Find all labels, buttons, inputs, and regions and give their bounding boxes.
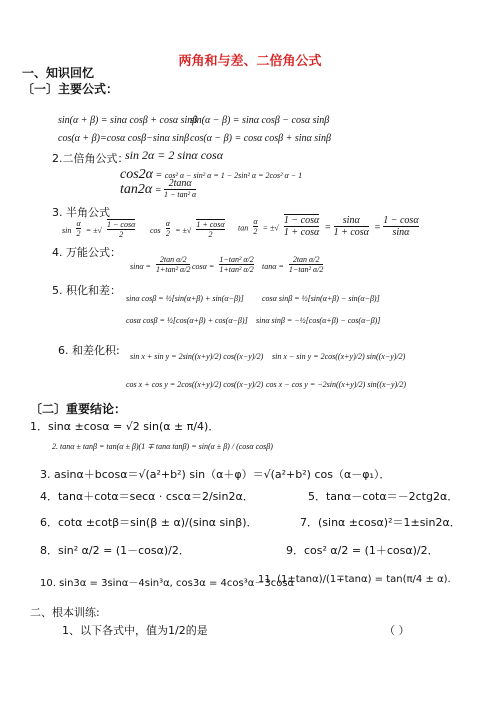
- label-double-angle: 2.二倍角公式：: [52, 152, 129, 165]
- conclusion-9: 9．cos² α/2 = (1＋cosα)/2．: [286, 544, 439, 557]
- formula-cos-half: cos $\frac{\alpha}{2}$ = ±√ $\frac{1 + \cos\alpha}{2}$: [150, 219, 225, 239]
- answer-blank[interactable]: （ ）: [384, 624, 410, 637]
- conclusion-8: 8．sin² α/2 = (1－cosα)/2．: [40, 544, 190, 557]
- formula-product-3: cosα cosβ = ½[cos(α+β) + cos(α−β)]: [126, 316, 248, 325]
- question-1: 1、以下各式中，值为1/2的是: [62, 624, 208, 637]
- section-heading-training: 二、根本训练:: [30, 606, 100, 619]
- formula-tan-double: tan2α = 2tanα 1 − tan² α: [120, 178, 197, 199]
- formula-universal-sin: sinα = $\frac{\text{2tan α/2}}{\text{1+tan² α/2}}$: [130, 255, 191, 274]
- formula-product-4: sinα sinβ = −½[cos(α+β) − cos(α−β)]: [256, 316, 381, 325]
- conclusion-11: 11. (1±tanα)/(1∓tanα) = tan(π/4 ± α).: [258, 574, 451, 585]
- formula-sum-product-4: cos x − cos y = −2sin((x+y)/2) sin((x−y)/2): [266, 380, 407, 389]
- formula-sin-half: sin $\frac{\alpha}{2}$ = ±√ $\frac{1 - \cos\alpha}{2}$: [62, 219, 136, 239]
- formula-sin-double: sin 2α = 2 sinα cosα: [125, 148, 223, 162]
- formula-sum-product-2: sin x − sin y = 2cos((x+y)/2) sin((x−y)/2): [272, 352, 406, 361]
- formula-sin-sum: sin(α + β) = sinα cosβ + cosα sinβ: [58, 115, 198, 126]
- label-half-angle: 3. 半角公式: [52, 206, 110, 219]
- conclusion-5: 5．tanα－cotα＝－2ctg2α．: [308, 490, 459, 503]
- subsection-conclusions: 〔二〕重要结论：: [30, 402, 127, 416]
- document-title: 两角和与差、二倍角公式: [178, 54, 322, 69]
- conclusion-4: 4．tanα＋cotα＝secα · cscα＝2/sin2α．: [40, 490, 254, 503]
- label-product-to-sum: 5. 积化和差：: [52, 284, 121, 297]
- conclusion-6: 6．cotα ±cotβ＝sin(β ± α)/(sinα sinβ)．: [40, 516, 258, 529]
- label-sum-to-product: 6. 和差化积:: [58, 344, 120, 357]
- formula-sin-diff: sin(α − β) = sinα cosβ − cosα sinβ: [190, 115, 330, 126]
- formula-product-1: sinα cosβ = ½[sin(α+β) + sin(α−β)]: [126, 294, 244, 303]
- formula-product-2: cosα sinβ = ½[sin(α+β) − sin(α−β)]: [262, 294, 380, 303]
- conclusion-3: 3. asinα＋bcosα＝√(a²+b²) sin（α＋φ）＝√(a²+b²) cos（α－φ₁）．: [40, 468, 391, 481]
- conclusion-2: 2. tanα ± tanβ = tan(α ± β)(1 ∓ tanα tanβ) = sin(α ± β) / (cosα cosβ): [52, 442, 273, 451]
- conclusion-1: 1．sinα ±cosα = √2 sin(α ± π/4)．: [30, 420, 220, 433]
- subsection-main-formulas: 〔一〕主要公式：: [22, 82, 119, 96]
- section-heading-review: 一、知识回忆: [22, 66, 95, 80]
- formula-tan-half: tan $\frac{\alpha}{2}$ = ±√ $\frac{1 - \cos\alpha}{1 + \cos\alpha}$ = $\frac{\sin\alpha}{1 + \cos\alpha}$ = $\frac{1 - \cos\alpha}{\sin\alpha}$: [238, 214, 419, 238]
- formula-universal-tan: tanα = $\frac{\text{2tan α/2}}{\text{1−tan² α/2}}$: [262, 255, 324, 274]
- formula-cos-diff: cos(α − β) = cosα cosβ + sinα sinβ: [190, 133, 331, 144]
- conclusion-7: 7．(sinα ±cosα)²＝1±sin2α．: [300, 516, 461, 529]
- formula-sum-product-3: cos x + cos y = 2cos((x+y)/2) cos((x−y)/2): [126, 380, 264, 389]
- formula-cos-double: cos2α = cos² α − sin² α = 1 − 2sin² α = 2cos² α − 1: [120, 167, 303, 182]
- formula-sum-product-1: sin x + sin y = 2sin((x+y)/2) cos((x−y)/2): [130, 352, 264, 361]
- label-universal: 4. 万能公式：: [52, 246, 121, 259]
- conclusion-10: 10. sin3α = 3sinα－4sin³α, cos3α = 4cos³α－3cosα: [40, 578, 295, 589]
- formula-universal-cos: cosα = $\frac{\text{1−tan² α/2}}{\text{1+tan² α/2}}$: [192, 255, 254, 274]
- formula-cos-sum: cos(α + β)=cosα cosβ−sinα sinβ: [58, 133, 189, 144]
